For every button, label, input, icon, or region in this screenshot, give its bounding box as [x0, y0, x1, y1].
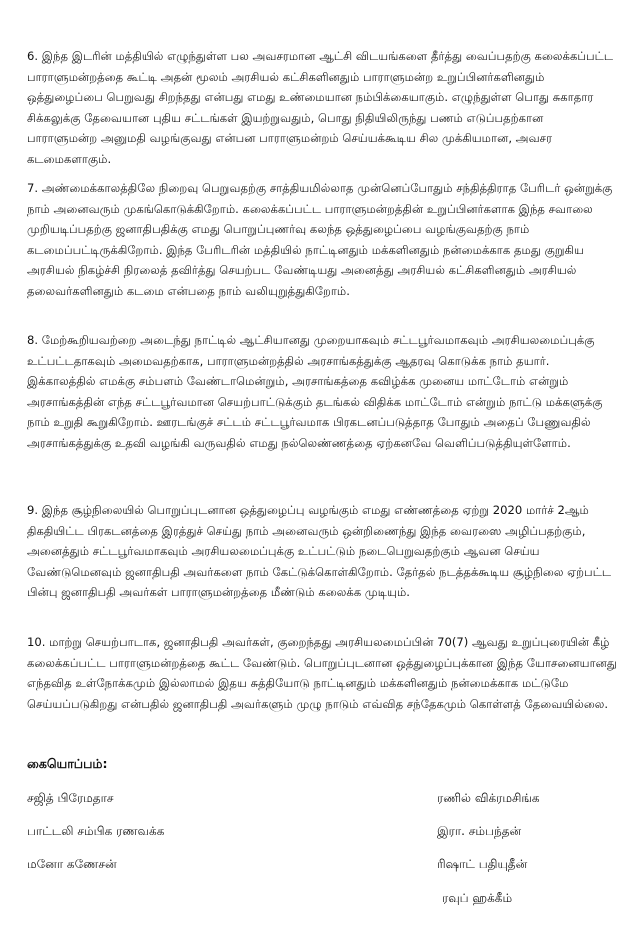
signatory-name: சஜித் பிரேமதாச [27, 791, 114, 805]
paragraph-10: 10. மாற்று செயற்பாடாக, ஜனாதிபதி அவர்கள், குறைந்தது அரசியலமைப்பின் 70(7) ஆவது உறுப்புரையின் கீழ் கலைக்கப்பட்ட பாராளுமன்றத்தை கூட்ட வேண்டும். பொறுப்புடனான ஒத்துழைப்புக்கான இந்த யோசனையானது எந்தவித உள்நோக்கமும் இல்லாமல் இதய சுத்தியோடு நாட்டினதும் மக்களினதும் நன்மைக்காக மட்டுமே செய்யப்படுகிறது என்பதில் ஜனாதிபதி அவர்களும் முழு நாடும் எவ்வித சந்தேகமும் கொள்ளத் தேவையில்லை. [27, 635, 617, 711]
paragraph-9: 9. இந்த சூழ்நிலையில் பொறுப்புடனான ஒத்துழைப்பு வழங்கும் எமது எண்ணத்தை ஏற்று 2020 மார்ச் 2ஆம் திகதியிட்ட பிரகடனத்தை இரத்துச் செய்து நாம் அனைவரும் ஒன்றிணைந்து இந்த வைரஸை அழிப்பதற்கும், அனைத்தும் சட்டபூர்வமாகவும் அரசியலமைப்புக்கு உட்பட்டும் நடைபெறுவதற்கும் ஆவன செய்ய வேண்டுமெனவும் ஜனாதிபதி அவர்களை நாம் கேட்டுக்கொள்கிறோம். தேர்தல் நடத்தக்கூடிய சூழ்நிலை ஏற்பட்ட பின்பு ஜனாதிபதி அவர்கள் பாராளுமன்றத்தை மீண்டும் கலைக்க முடியும். [27, 503, 612, 600]
signatory-name: ரிஷாட் பதியுதீன் [437, 857, 528, 871]
signatory-name: ரவுப் ஹக்கீம் [442, 891, 513, 905]
paragraph-8: 8. மேற்கூறியவற்றை அடைந்து நாட்டில் ஆட்சியானது முறையாகவும் சட்டபூர்வமாகவும் அரசியலமைப்புக்கு உட்பட்டதாகவும் அமைவதற்காக, பாராளுமன்றத்தில் அரசாங்கத்துக்கு ஆதரவு கொடுக்க நாம் தயார். இக்காலத்தில் எமக்கு சம்பளம் வேண்டாமென்றும், அரசாங்கத்தை கவிழ்க்க முனைய மாட்டோம் என்றும் அரசாங்கத்தின் எந்த சட்டபூர்வமான செயற்பாட்டுக்கும் தடங்கல் விதிக்க மாட்டோம் என்றும் நாட்டு மக்களுக்கு நாம் உறுதி கூறுகிறோம். ஊரடங்குச் சட்டம் சட்டபூர்வமாக பிரகடனப்படுத்தாத போதும் அதைப் பேணுவதில் அரசாங்கத்துக்கு உதவி வழங்கி வருவதில் எமது நல்லெண்ணத்தை ஏற்கனவே வெளிப்படுத்தியுள்ளோம். [27, 333, 603, 450]
signatures-heading: கையொப்பம்: [27, 756, 108, 771]
signatory-name: இரா. சம்பந்தன் [437, 824, 522, 838]
signatory-name: மனோ கணேசன் [27, 857, 117, 871]
paragraph-6: 6. இந்த இடரின் மத்தியில் எழுந்துள்ள பல அவசரமான ஆட்சி விடயங்களை தீர்த்து வைப்பதற்கு கலைக்கப்பட்ட பாராளுமன்றத்தை கூட்டி அதன் மூலம் அரசியல் கட்சிகளினதும் பாராளுமன்ற உறுப்பினர்களினதும் ஒத்துழைப்பை பெறுவது சிறந்தது என்பது எமது உண்மையான நம்பிக்கையாகும். எழுந்துள்ள பொது சுகாதார சிக்கலுக்கு தேவையான புதிய சட்டங்கள் இயற்றுவதும், பொது நிதியிலிருந்து பணம் எடுப்பதற்கான பாராளுமன்ற அனுமதி வழங்குவது என்பன பாராளுமன்றம் செய்யக்கூடிய சில முக்கியமான, அவசர கடமைகளாகும். [27, 49, 614, 166]
paragraph-7: 7. அண்மைக்காலத்திலே நிறைவு பெறுவதற்கு சாத்தியமில்லாத முன்னெப்போதும் சந்தித்திராத பேரிடர் ஒன்றுக்கு நாம் அனைவரும் முகங்கொடுக்கிறோம். கலைக்கப்பட்ட பாராளுமன்றத்தின் உறுப்பினர்களாக இந்த சவாலை முறியடிப்பதற்கு ஜனாதிபதிக்கு எமது பொறுப்புணர்வு கலந்த ஒத்துழைப்பை வழங்குவதற்கு நாம் கடமைப்பட்டிருக்கிறோம். இந்த பேரிடரின் மத்தியில் நாட்டினதும் மக்களினதும் நன்மைக்காக தமது குறுகிய அரசியல் நிகழ்ச்சி நிரலைத் தவிர்த்து செயற்பட வேண்டியது அனைத்து அரசியல் கட்சிகளினதும் அரசியல் தலைவர்களினதும் கடமை என்பதை நாம் வலியுறுத்துகிறோம். [27, 181, 613, 298]
signatory-name: ரணில் விக்ரமசிங்க [437, 791, 540, 805]
signatory-name: பாட்டலி சம்பிக ரணவக்க [27, 824, 165, 838]
